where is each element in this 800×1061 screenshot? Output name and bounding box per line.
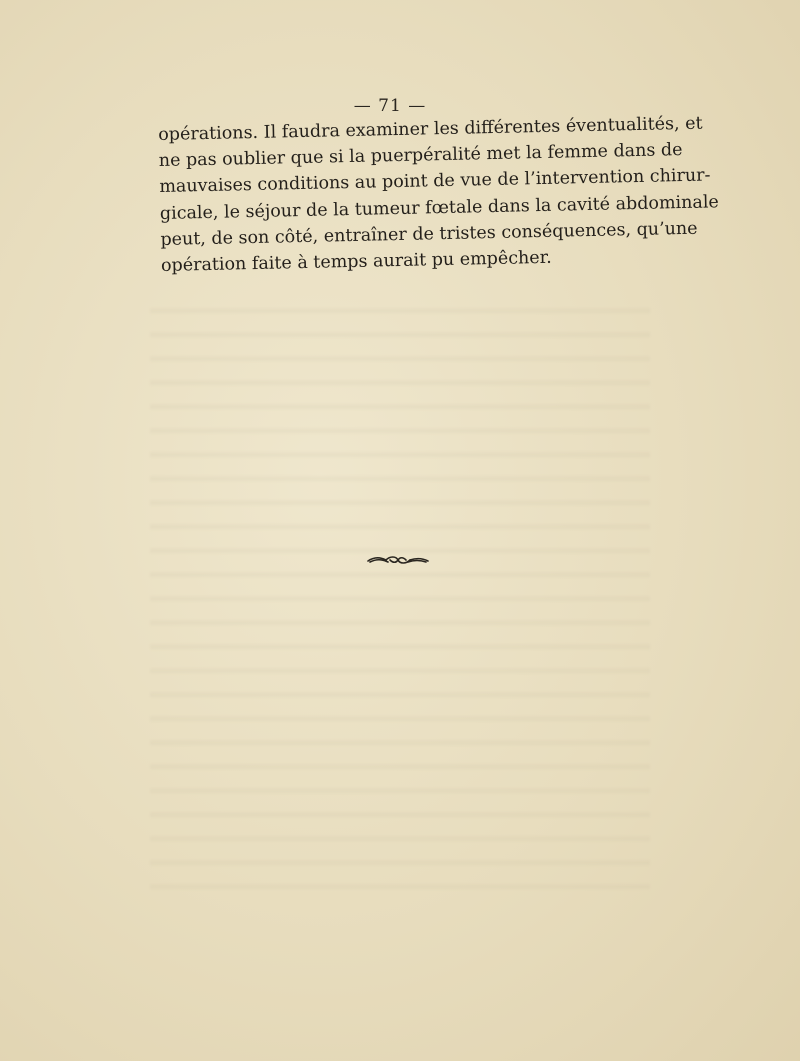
text-line: opération faite à temps aurait pu empêcher.	[160, 247, 552, 276]
decorative-rule-ornament-icon	[366, 552, 430, 571]
text-line: mauvaises conditions au point de vue de l’intervention chirur-	[159, 165, 711, 198]
text-line: gicale, le séjour de la tumeur fœtale dans la cavité abdominale	[159, 191, 720, 224]
text-line: peut, de son côté, entraîner de tristes conséquences, qu’une	[160, 218, 698, 250]
page-number: — 71 —	[353, 96, 427, 116]
show-through-texture	[150, 290, 650, 890]
text-line: opérations. Il faudra examiner les différentes éventualités, et	[158, 113, 703, 145]
text-line: ne pas oublier que si la puerpéralité met la femme dans de	[158, 140, 683, 172]
body-paragraph	[158, 112, 720, 279]
